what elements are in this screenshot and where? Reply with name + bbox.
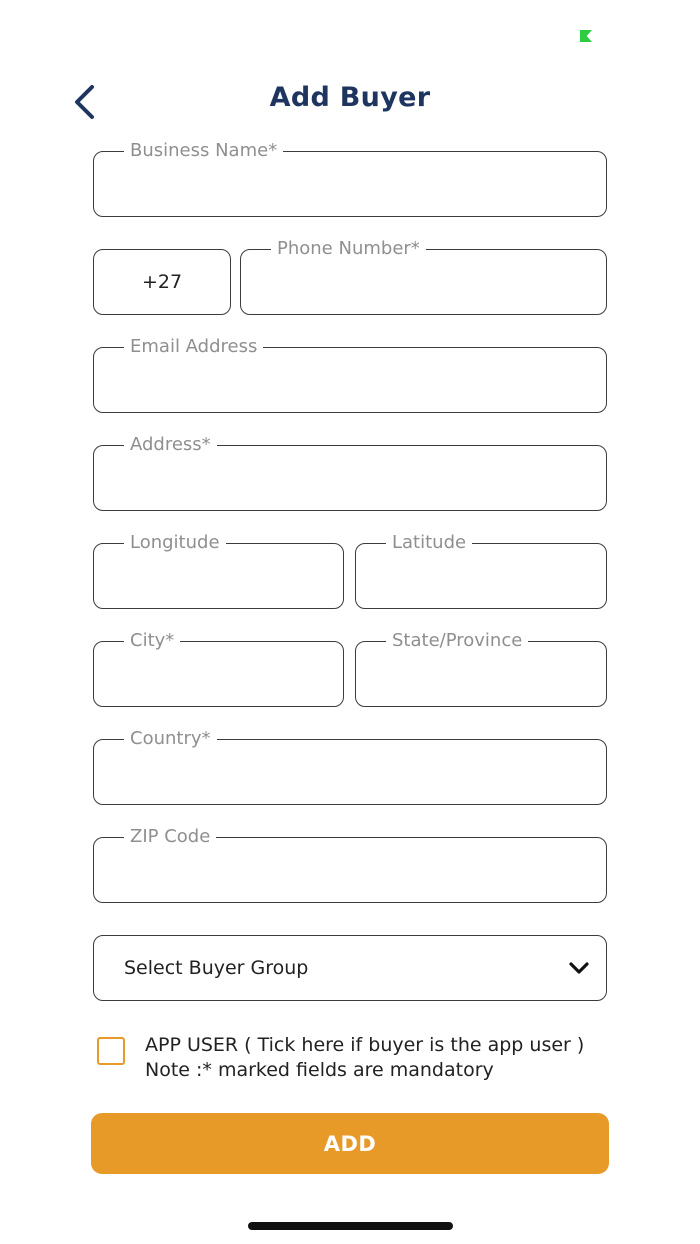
battery-status-icon <box>580 30 592 42</box>
home-indicator <box>248 1222 453 1230</box>
latitude-input[interactable] <box>356 544 606 608</box>
zip-code-label: ZIP Code <box>124 825 216 849</box>
state-province-label: State/Province <box>386 629 528 653</box>
state-province-input[interactable] <box>356 642 606 706</box>
latitude-field[interactable] <box>355 532 607 609</box>
app-user-checkbox[interactable] <box>97 1037 125 1065</box>
email-address-field[interactable] <box>93 336 607 413</box>
latitude-label: Latitude <box>386 531 472 555</box>
business-name-label: Business Name* <box>124 139 283 163</box>
country-code-selector[interactable] <box>93 249 231 315</box>
longitude-field[interactable] <box>93 532 344 609</box>
city-input[interactable] <box>94 642 343 706</box>
longitude-label: Longitude <box>124 531 226 555</box>
country-input[interactable] <box>94 740 606 804</box>
mandatory-note: Note :* marked fields are mandatory <box>145 1059 494 1081</box>
longitude-input[interactable] <box>94 544 343 608</box>
country-label: Country* <box>124 727 217 751</box>
add-button[interactable]: ADD <box>91 1113 609 1174</box>
address-field[interactable] <box>93 434 607 511</box>
address-input[interactable] <box>94 446 606 510</box>
chevron-down-icon <box>568 961 590 975</box>
email-address-label: Email Address <box>124 335 263 359</box>
business-name-field[interactable] <box>93 140 607 217</box>
business-name-input[interactable] <box>94 152 606 216</box>
phone-number-label: Phone Number* <box>271 237 426 261</box>
phone-number-field[interactable] <box>240 238 607 315</box>
phone-number-input[interactable] <box>241 250 606 314</box>
buyer-group-select[interactable] <box>93 935 607 1001</box>
zip-code-field[interactable] <box>93 826 607 903</box>
state-province-field[interactable] <box>355 630 607 707</box>
email-address-input[interactable] <box>94 348 606 412</box>
buyer-group-selected-value: Select Buyer Group <box>124 957 309 979</box>
page-title: Add Buyer <box>269 82 431 113</box>
address-label: Address* <box>124 433 217 457</box>
zip-code-input[interactable] <box>94 838 606 902</box>
city-label: City* <box>124 629 180 653</box>
app-user-label: APP USER ( Tick here if buyer is the app user ) <box>145 1034 585 1056</box>
country-field[interactable] <box>93 728 607 805</box>
city-field[interactable] <box>93 630 344 707</box>
country-code-value: +27 <box>141 271 183 293</box>
